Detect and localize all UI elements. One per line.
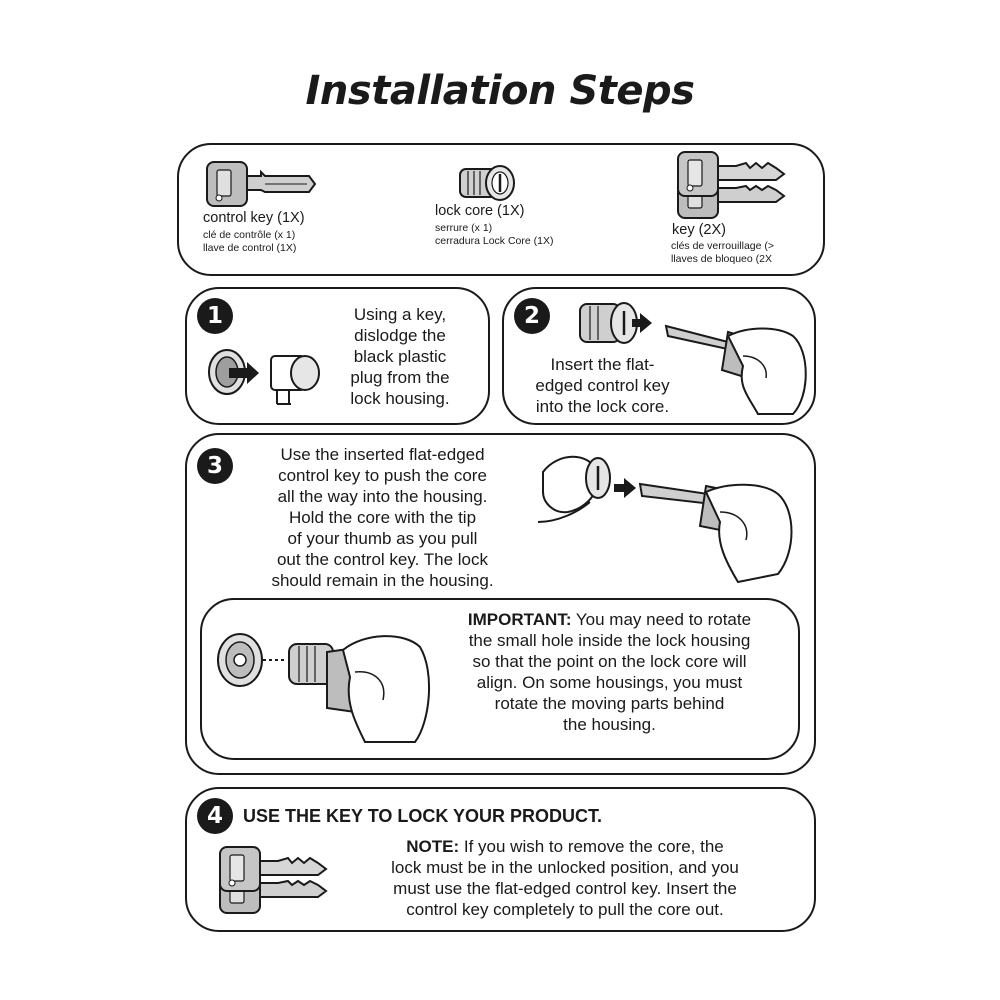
- step-2-line: edged control key: [535, 376, 670, 395]
- control-key-label-fr: clé de contrôle (x 1): [203, 229, 296, 241]
- step-1-text: [325, 304, 475, 409]
- lock-housing-icon: [205, 342, 325, 412]
- step-2-line: Insert the flat-: [550, 355, 655, 374]
- note-text: [345, 836, 785, 920]
- control-key-icon: [205, 160, 320, 210]
- hand-icon: [538, 442, 803, 592]
- arrow-icon: [614, 478, 636, 498]
- note-line: control key completely to pull the core out.: [406, 900, 724, 919]
- step-3-line: should remain in the housing.: [271, 571, 494, 590]
- important-line: the housing.: [563, 715, 656, 734]
- step-3-line: out the control key. The lock: [276, 550, 489, 569]
- important-line: align. On some housings, you must: [476, 673, 743, 692]
- important-line: the small hole inside the lock housing: [468, 631, 751, 650]
- lock-core-label: lock core (1X): [435, 203, 525, 219]
- note-line: must use the flat-edged control key. Insert the: [393, 879, 737, 898]
- step-3-line: Hold the core with the tip: [288, 508, 477, 527]
- step-1-line: black plastic: [353, 347, 447, 366]
- important-label: IMPORTANT:: [467, 610, 572, 629]
- step-2-text: [510, 354, 695, 417]
- lock-core-label-fr: serrure (x 1): [435, 222, 493, 234]
- important-line: You may need to rotate: [571, 610, 752, 629]
- key-label-es: llaves de bloqueo (2X: [671, 253, 772, 265]
- step-3-text: [240, 444, 525, 591]
- note-label: NOTE:: [406, 837, 460, 856]
- lock-core-label-es: cerradura Lock Core (1X): [435, 235, 554, 247]
- important-line: rotate the moving parts behind: [494, 694, 725, 713]
- control-key-label-es: llave de control (1X): [203, 242, 297, 254]
- step-4-heading: USE THE KEY TO LOCK YOUR PRODUCT.: [243, 806, 603, 826]
- important-text: [432, 609, 787, 735]
- important-line: so that the point on the lock core will: [472, 652, 747, 671]
- step-3-line: of your thumb as you pull: [287, 529, 478, 548]
- step-4-number: 4: [197, 798, 233, 834]
- control-key-label: control key (1X): [203, 210, 305, 226]
- step-2-line: into the lock core.: [535, 397, 670, 416]
- step-2-number: 2: [514, 298, 550, 334]
- step-3-line: Use the inserted flat-edged: [280, 445, 485, 464]
- note-line: lock must be in the unlocked position, and you: [391, 858, 739, 877]
- step-1-line: dislodge the: [354, 326, 446, 345]
- keys-icon: [218, 845, 333, 920]
- keys-icon: [676, 150, 791, 225]
- page-title: Installation Steps: [305, 68, 695, 114]
- lock-core-icon: [456, 163, 522, 203]
- note-line: If you wish to remove the core, the: [459, 837, 724, 856]
- key-label-fr: clés de verrouillage (>: [671, 240, 775, 252]
- step-1-line: Using a key,: [353, 305, 447, 324]
- lock-housing-icon: [215, 622, 435, 747]
- step-1-line: plug from the: [350, 368, 450, 387]
- step-1-line: lock housing.: [350, 389, 450, 408]
- step-3-line: all the way into the housing.: [277, 487, 488, 506]
- step-1-number: 1: [197, 298, 233, 334]
- step-3-number: 3: [197, 448, 233, 484]
- step-3-line: control key to push the core: [278, 466, 487, 485]
- key-label: key (2X): [672, 222, 726, 238]
